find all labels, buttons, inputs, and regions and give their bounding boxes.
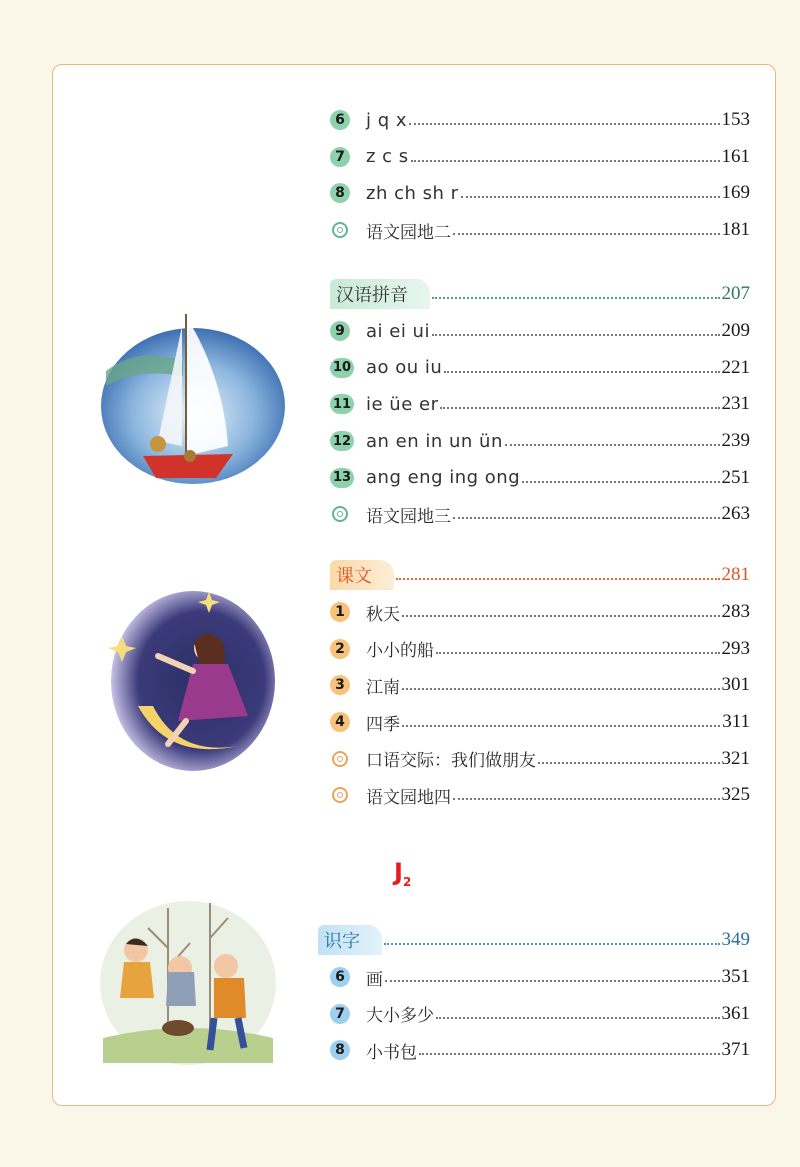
lesson-number-badge: 9 <box>330 321 350 341</box>
dot-leader <box>402 615 720 617</box>
lesson-title: 语文园地三 <box>366 506 451 527</box>
lesson-number-badge: 7 <box>330 147 350 167</box>
toc-item[interactable] <box>330 704 750 741</box>
page-number: 371 <box>721 1039 750 1061</box>
dot-leader <box>432 334 720 336</box>
page-number: 301 <box>721 674 750 696</box>
toc-item[interactable] <box>318 959 750 996</box>
section-header[interactable] <box>330 275 750 313</box>
lesson-number-badge: 1 <box>330 602 350 622</box>
toc-top-section <box>330 102 750 248</box>
toc-item[interactable] <box>330 631 750 668</box>
dot-leader <box>436 1017 720 1019</box>
page-number: 221 <box>721 356 750 378</box>
lesson-title: 画 <box>366 969 383 990</box>
bullseye-icon <box>332 751 348 767</box>
lesson-number-badge: 11 <box>330 394 354 414</box>
volume-marker: $J_2$ <box>394 858 412 889</box>
lesson-number-badge: 13 <box>330 468 354 488</box>
dot-leader <box>436 652 720 654</box>
dot-leader <box>453 233 720 235</box>
toc-item[interactable] <box>330 740 750 777</box>
lesson-title: ie üe er <box>366 393 439 415</box>
page-number: 239 <box>721 430 750 452</box>
page-number: 293 <box>721 637 750 659</box>
sailboat-illustration <box>98 306 288 496</box>
lesson-title: 大小多少 <box>366 1006 434 1027</box>
dot-leader <box>384 943 720 945</box>
dot-leader <box>409 123 719 125</box>
toc-item[interactable] <box>330 175 750 212</box>
lesson-title: z c s <box>366 146 409 168</box>
dot-leader <box>385 980 720 982</box>
lesson-title: ai ei ui <box>366 320 430 342</box>
lesson-title: 四季 <box>366 714 400 735</box>
toc-item[interactable] <box>318 1032 750 1069</box>
toc-item[interactable] <box>318 996 750 1033</box>
dot-leader <box>402 725 720 727</box>
dot-leader <box>419 1053 720 1055</box>
toc-item[interactable] <box>330 313 750 350</box>
page-number: 207 <box>721 283 750 304</box>
toc-section-pinyin <box>330 275 750 533</box>
lesson-title: 口语交际：我们做朋友 <box>366 751 536 772</box>
lesson-number-badge: 3 <box>330 675 350 695</box>
dot-leader <box>402 688 720 690</box>
section-tab: 课文 <box>330 560 394 590</box>
lesson-title: 秋天 <box>366 604 400 625</box>
lesson-title: 小书包 <box>366 1042 417 1063</box>
section-tab: 汉语拼音 <box>330 279 430 309</box>
page-number: 361 <box>721 1002 750 1024</box>
toc-item[interactable] <box>330 212 750 249</box>
lesson-number-badge: 12 <box>330 431 354 451</box>
bullseye-icon <box>332 222 348 238</box>
toc-item[interactable] <box>330 386 750 423</box>
page-number: 321 <box>721 747 750 769</box>
toc-item[interactable] <box>330 102 750 139</box>
page-number: 349 <box>721 929 750 950</box>
toc-section-shizi <box>318 921 750 1069</box>
bullseye-icon <box>332 787 348 803</box>
dot-leader <box>440 407 719 409</box>
page-number: 325 <box>721 784 750 806</box>
lesson-number-badge: 8 <box>330 183 350 203</box>
lesson-number-badge: 10 <box>330 358 354 378</box>
page-number: 351 <box>721 966 750 988</box>
lesson-title: 小小的船 <box>366 641 434 662</box>
toc-section-kewen <box>330 556 750 814</box>
lesson-number-badge: 2 <box>330 639 350 659</box>
page-number: 311 <box>722 711 750 733</box>
children-planting-illustration <box>98 888 278 1068</box>
toc-item[interactable] <box>330 459 750 496</box>
lesson-title: zh ch sh r <box>366 182 459 204</box>
bullseye-icon <box>332 506 348 522</box>
toc-item[interactable] <box>330 777 750 814</box>
lesson-title: j q x <box>366 109 408 131</box>
lesson-number-badge: 4 <box>330 712 350 732</box>
lesson-number-badge: 7 <box>330 1004 350 1024</box>
page-number: 263 <box>721 503 750 525</box>
dot-leader <box>396 578 720 580</box>
lesson-number-badge: 6 <box>330 967 350 987</box>
page-number: 231 <box>721 393 750 415</box>
dot-leader <box>453 798 720 800</box>
lesson-title: ao ou iu <box>366 357 443 379</box>
page-number: 161 <box>721 145 750 167</box>
toc-item[interactable] <box>330 423 750 460</box>
page-number: 181 <box>721 219 750 241</box>
section-header[interactable] <box>318 921 750 959</box>
lesson-number-badge: 6 <box>330 110 350 130</box>
dot-leader <box>461 196 720 198</box>
lesson-title: ang eng ing ong <box>366 467 521 489</box>
dot-leader <box>522 481 719 483</box>
toc-item[interactable] <box>330 667 750 704</box>
lesson-title: 江南 <box>366 677 400 698</box>
lesson-title: an en in un ün <box>366 430 503 452</box>
dot-leader <box>453 517 720 519</box>
page-number: 209 <box>721 320 750 342</box>
dot-leader <box>444 371 719 373</box>
lesson-title: 语文园地二 <box>366 222 451 243</box>
toc-item[interactable] <box>330 139 750 176</box>
dot-leader <box>432 297 720 299</box>
dot-leader <box>538 762 720 764</box>
toc-item[interactable] <box>330 350 750 387</box>
lesson-title: 语文园地四 <box>366 787 451 808</box>
lesson-number-badge: 8 <box>330 1040 350 1060</box>
toc-item[interactable] <box>330 496 750 533</box>
toc-item[interactable] <box>330 594 750 631</box>
section-tab: 识字 <box>318 925 382 955</box>
page-number: 169 <box>721 182 750 204</box>
page-number: 281 <box>721 564 750 585</box>
moon-girl-illustration <box>98 586 278 776</box>
dot-leader <box>411 160 720 162</box>
page-number: 153 <box>721 109 750 131</box>
section-header[interactable] <box>330 556 750 594</box>
dot-leader <box>505 444 720 446</box>
page-number: 283 <box>721 601 750 623</box>
page-number: 251 <box>721 466 750 488</box>
